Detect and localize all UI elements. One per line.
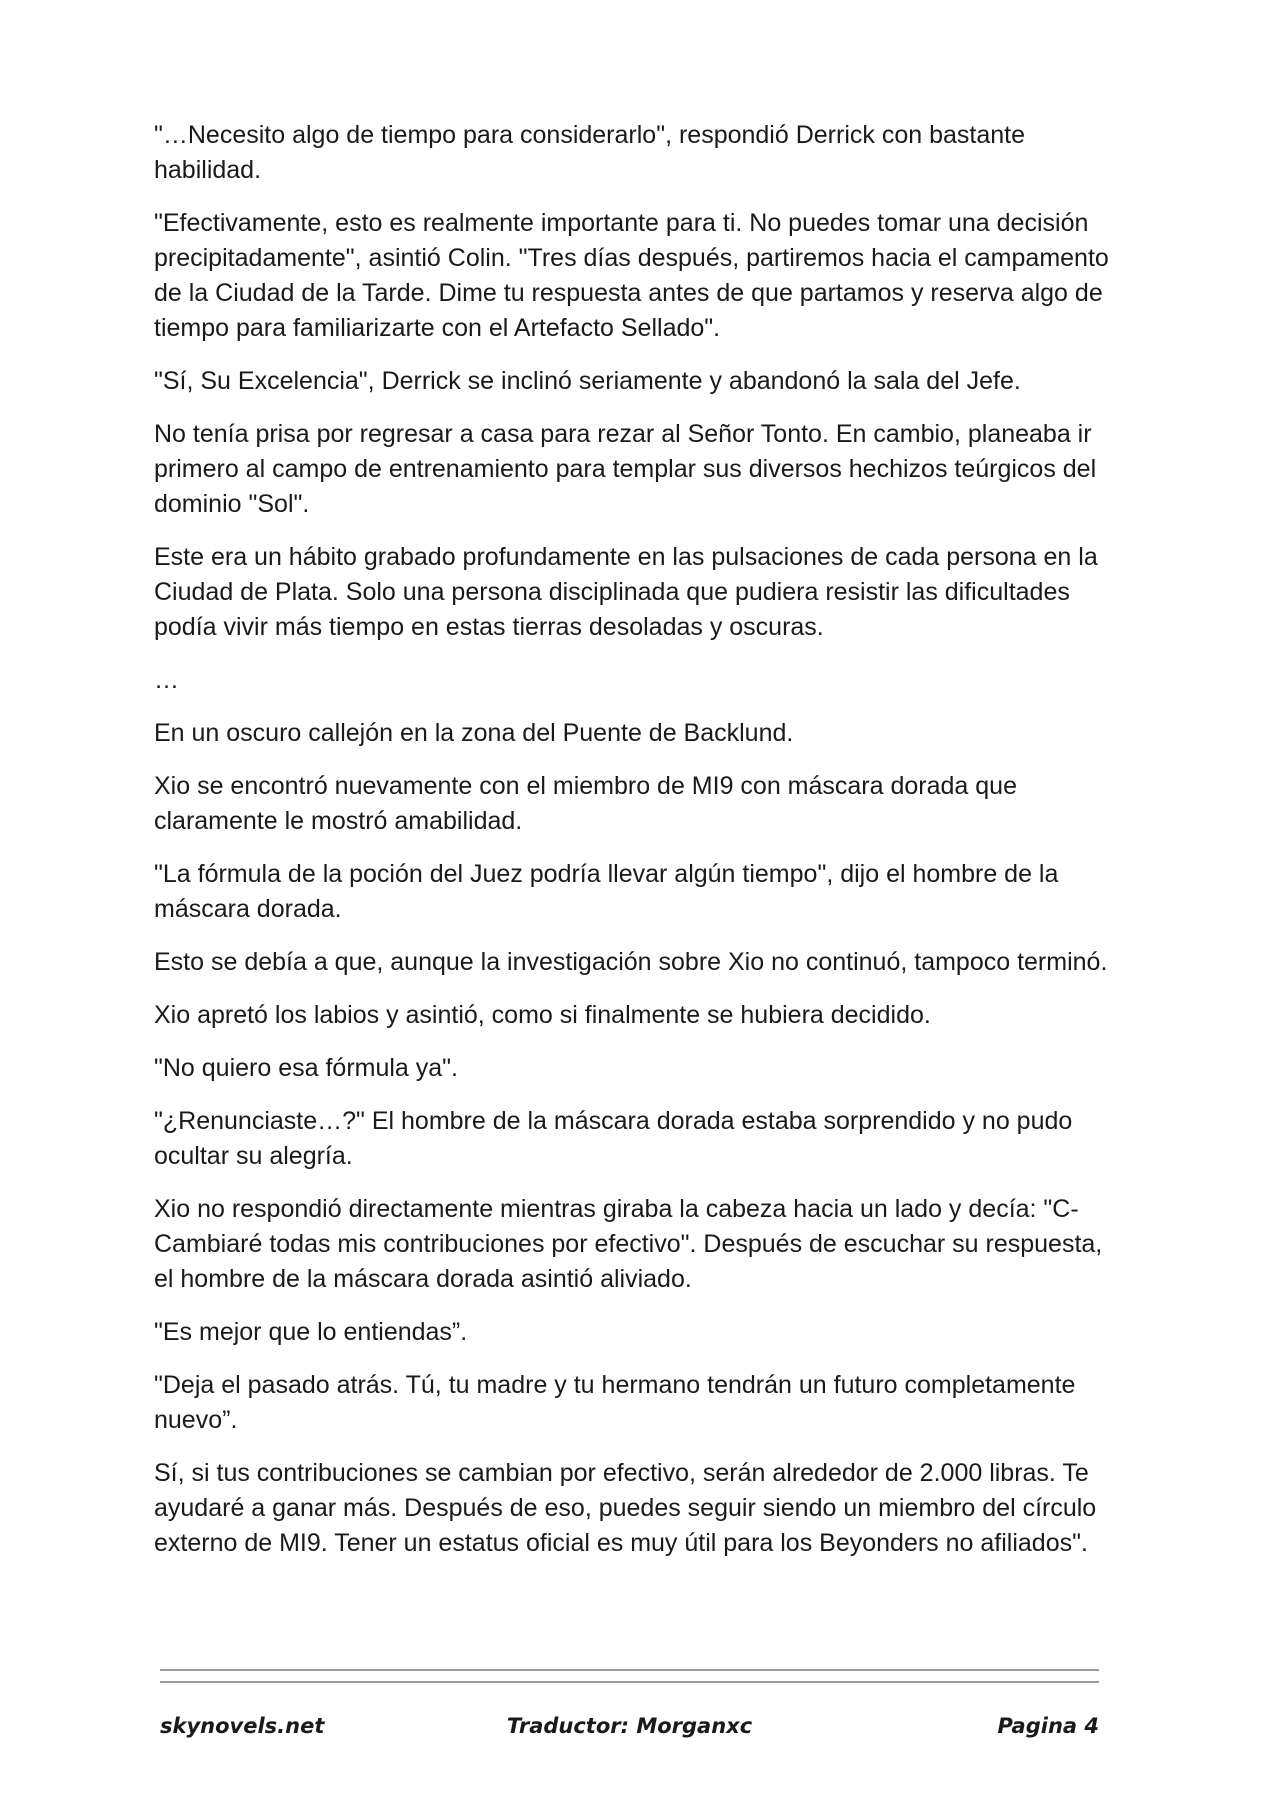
paragraph: Xio apretó los labios y asintió, como si finalmente se hubiera decidido. [154, 1001, 931, 1029]
paragraph: Xio no respondió directamente mientras giraba la cabeza hacia un lado y decía: "C-Cambiaré todas mis contribuciones por efectivo". Después de escuchar su respuesta, el hombre de la máscara dorada asintió aliviado. [154, 1195, 1103, 1293]
paragraph: "Deja el pasado atrás. Tú, tu madre y tu hermano tendrán un futuro completamente nuevo”. [154, 1371, 1076, 1434]
paragraph: "Sí, Su Excelencia", Derrick se inclinó seriamente y abandonó la sala del Jefe. [154, 367, 1021, 395]
paragraph: Xio se encontró nuevamente con el miembro de MI9 con máscara dorada que claramente le mostró amabilidad. [154, 772, 1017, 835]
paragraph: "Es mejor que lo entiendas”. [154, 1318, 468, 1346]
paragraph: Este era un hábito grabado profundamente en las pulsaciones de cada persona en la Ciudad de Plata. Solo una persona disciplinada que pudiera resistir las dificultades podía vivir más tiempo en estas tierras desoladas y oscuras. [154, 543, 1098, 641]
footer-site: skynovels.net [160, 1714, 325, 1738]
footer-divider-bottom [160, 1681, 1099, 1683]
paragraph: "La fórmula de la poción del Juez podría llevar algún tiempo", dijo el hombre de la máscara dorada. [154, 860, 1059, 923]
paragraph: "Efectivamente, esto es realmente importante para ti. No puedes tomar una decisión precipitadamente", asintió Colin. "Tres días después, partiremos hacia el campamento de la Ciudad de la Tarde. Dime tu respuesta antes de que partamos y reserva algo de tiempo para familiarizarte con el Artefacto Sellado". [154, 209, 1109, 342]
paragraph: En un oscuro callejón en la zona del Puente de Backlund. [154, 719, 794, 747]
paragraph: Sí, si tus contribuciones se cambian por efectivo, serán alrededor de 2.000 libras. Te ayudaré a ganar más. Después de eso, puedes seguir siendo un miembro del círculo externo de MI9. Tener un estatus oficial es muy útil para los Beyonders no afiliados". [154, 1459, 1097, 1557]
paragraph-ellipsis: … [154, 666, 179, 694]
body-text [154, 118, 1114, 1579]
footer-divider-top [160, 1669, 1099, 1671]
paragraph: "…Necesito algo de tiempo para considerarlo", respondió Derrick con bastante habilidad. [154, 121, 1025, 184]
footer-page-number: Pagina 4 [997, 1714, 1099, 1738]
paragraph: Esto se debía a que, aunque la investigación sobre Xio no continuó, tampoco terminó. [154, 948, 1108, 976]
paragraph: "¿Renunciaste…?" El hombre de la máscara dorada estaba sorprendido y no pudo ocultar su alegría. [154, 1107, 1073, 1170]
paragraph: No tenía prisa por regresar a casa para rezar al Señor Tonto. En cambio, planeaba ir primero al campo de entrenamiento para templar sus diversos hechizos teúrgicos del dominio "Sol". [154, 420, 1097, 518]
page-footer [160, 1714, 1099, 1746]
footer-translator: Traductor: Morganxc [506, 1714, 753, 1738]
paragraph: "No quiero esa fórmula ya". [154, 1054, 459, 1082]
